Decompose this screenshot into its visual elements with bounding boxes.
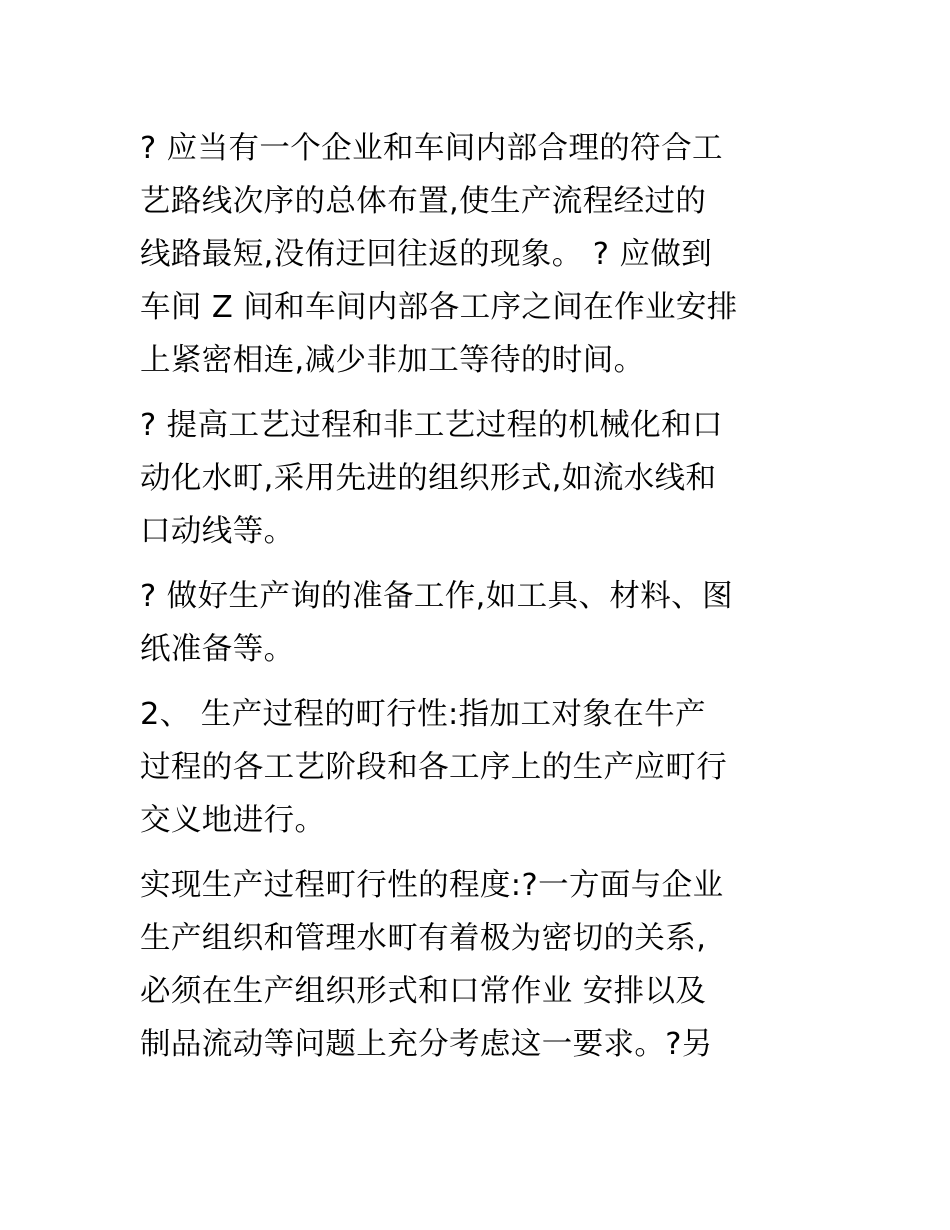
text-line: 实现生产过程町行性的程度:?一方面与企业 xyxy=(140,868,724,903)
text-line: 艺路线次序的总体布置,使生产流程经过的 xyxy=(140,184,707,219)
text-line: 必须在生产组织形式和口常作业 安排以及 xyxy=(140,974,707,1009)
paragraph-1 xyxy=(140,122,840,387)
text-line: 线路最短,没侑迂回往返的现象。 ? 应做到 xyxy=(140,237,713,272)
paragraph-2 xyxy=(140,399,840,558)
text-line: 生产组织和管理水町有着极为密切的关系, xyxy=(140,921,707,956)
paragraph-4 xyxy=(140,688,840,847)
text-line: 2、 生产过程的町行性:指加工对象在牛产 xyxy=(140,697,706,732)
text-line: ? 提高工艺过程和非工艺过程的机械化和口 xyxy=(140,408,723,443)
text-line: 纸准备等。 xyxy=(140,632,295,667)
text-line: 上紧密相连,减少非加工等待的时间。 xyxy=(140,343,645,378)
text-line: 动化水町,采用先进的组织形式,如流水线和 xyxy=(140,461,717,496)
text-line: ? 应当有一个企业和车间内部合理的符合工 xyxy=(140,131,723,166)
text-line: 交义地进行。 xyxy=(140,803,326,838)
text-line: 车间 Z 间和车间内部各工序之间在作业安排 xyxy=(140,290,738,325)
text-line: 制品流动等问题上充分考虑这一要求。?另 xyxy=(140,1027,713,1062)
paragraph-5 xyxy=(140,859,840,1071)
text-line: 过程的各工艺阶段和各工序上的生产应町行 xyxy=(140,750,728,785)
document-page xyxy=(140,122,840,1083)
paragraph-3 xyxy=(140,570,840,676)
text-line: 口动线等。 xyxy=(140,514,295,549)
text-line: ? 做好生产询的准备工作,如工具、材料、图 xyxy=(140,579,733,614)
